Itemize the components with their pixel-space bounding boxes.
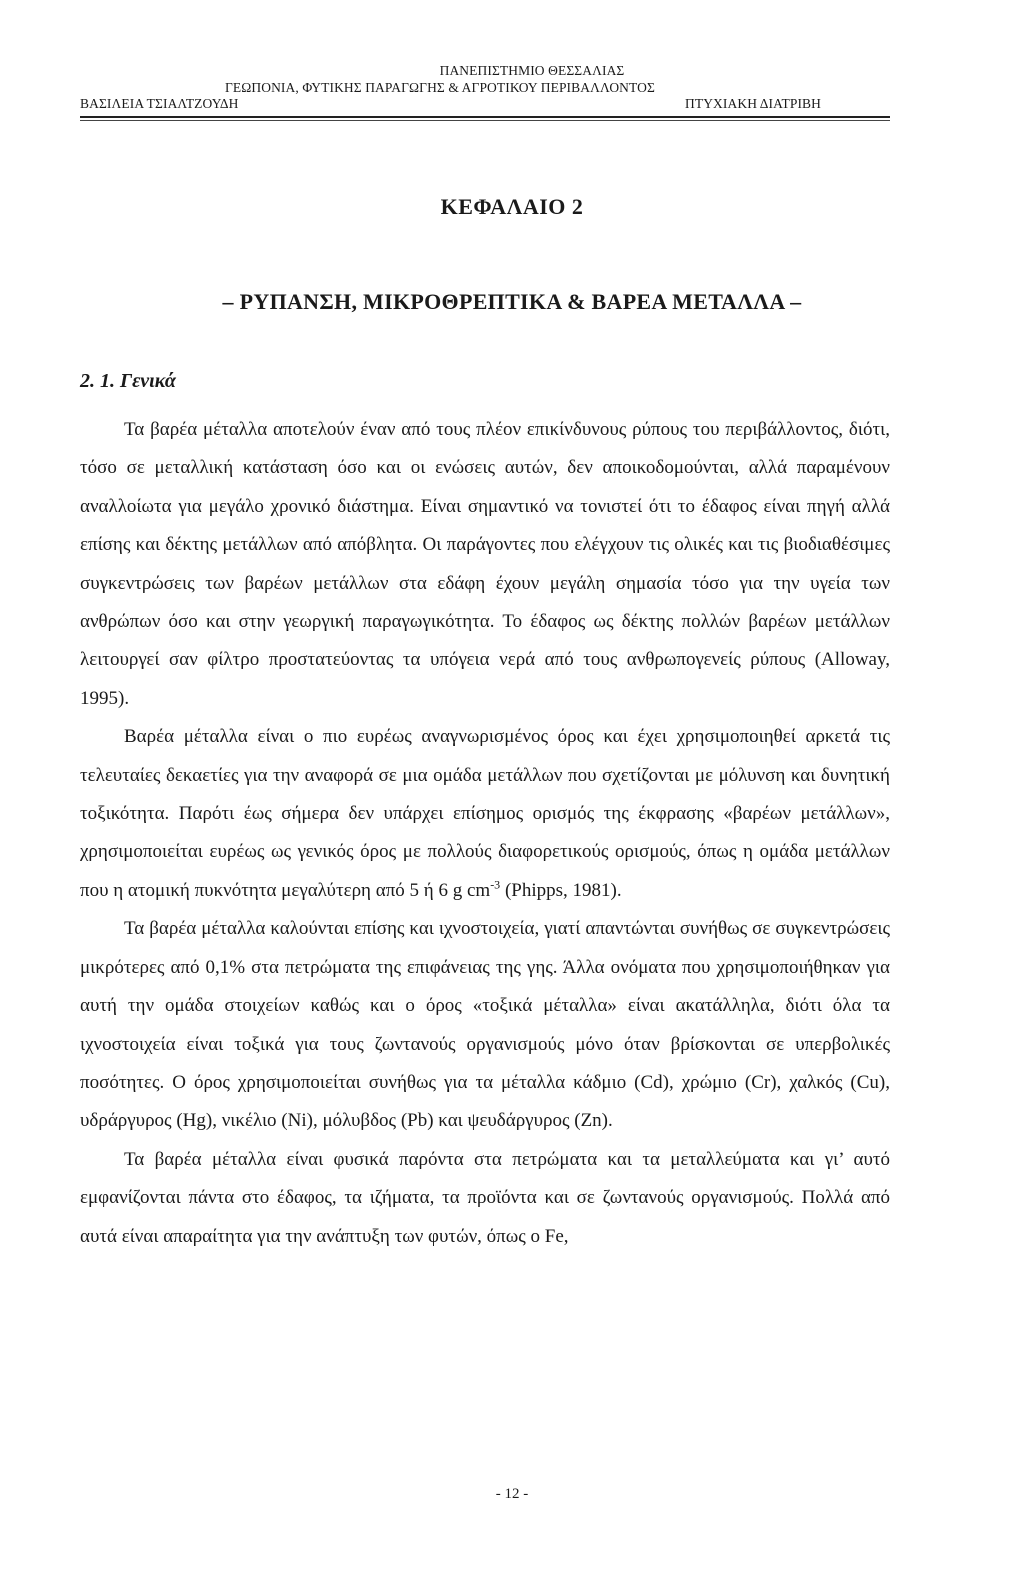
- header-rule-thin: [80, 120, 890, 121]
- paragraph-4: Τα βαρέα μέταλλα είναι φυσικά παρόντα στα πετρώματα και τα μεταλλεύματα και γι’ αυτό εμφανίζονται πάντα στο έδαφος, τα ιζήματα, τα προϊόντα και σε ζωντανούς οργανισμούς. Πολλά από αυτά είναι απαραίτητα για την ανάπτυξη των φυτών, όπως ο Fe,: [80, 1148, 890, 1247]
- header-university-text: ΠΑΝΕΠΙΣΤΗΜΙΟ ΘΕΣΣΑΛΙΑΣ: [439, 63, 625, 78]
- paragraph-2-citation: (Phipps, 1981).: [500, 879, 622, 901]
- paragraph-3: Τα βαρέα μέταλλα καλούνται επίσης και ιχνοστοιχεία, γιατί απαντώνται συνήθως σε συγκεντρώσεις μικρότερες από 0,1% στα πετρώματα της επιφάνειας της γης. Άλλα ονόματα που χρησιμοποιήθηκαν για αυτή την ομάδα στοιχείων καθώς και ο όρος «τοξικά μέταλλα» είναι ακατάλληλα, διότι όλα τα ιχνοστοιχεία είναι τοξικά για τους ζωντανούς οργανισμούς μόνο όταν βρίσκονται σε υπερβολικές ποσότητες. Ο όρος χρησιμοποιείται συνήθως για τα μέταλλα κάδμιο (Cd), χρώμιο (Cr), χαλκός (Cu), υδράργυρος (Hg), νικέλιο (Ni), μόλυβδος (Pb) και ψευδάργυρος (Zn).: [80, 918, 890, 1132]
- header-university: [0, 63, 1024, 79]
- paragraph-2-text: Βαρέα μέταλλα είναι ο πιο ευρέως αναγνωρισμένος όρος και έχει χρησιμοποιηθεί αρκετά τις τελευταίες δεκαετίες για την αναφορά σε μια ομάδα μετάλλων που σχετίζονται με μόλυνση και δυνητική τοξικότητα. Παρότι έως σήμερα δεν υπάρχει επίσημος ορισμός της έκφρασης «βαρέων μετάλλων», χρησιμοποιείται ευρέως ως γενικός όρος με πολλούς διαφορετικούς ορισμούς, όπως η ομάδα μετάλλων που η ατομική πυκνότητα μεγαλύτερη από 5 ή 6 g cm: [80, 726, 890, 901]
- header-rule: [80, 116, 890, 118]
- paragraph-1: Τα βαρέα μέταλλα αποτελούν έναν από τους πλέον επικίνδυνους ρύπους του περιβάλλοντος, διότι, τόσο σε μεταλλική κατάσταση όσο και οι ενώσεις αυτών, δεν αποικοδομούνται, αλλά παραμένουν αναλλοίωτα για μεγάλο χρονικό διάστημα. Είναι σημαντικό να τονιστεί ότι το έδαφος είναι πηγή αλλά επίσης και δέκτης μετάλλων από απόβλητα. Οι παράγοντες που ελέγχουν τις ολικές και τις βιοδιαθέσιμες συγκεντρώσεις των βαρέων μετάλλων στα εδάφη έχουν μεγάλη σημασία τόσο για την υγεία των ανθρώπων όσο και στην γεωργική παραγωγικότητα. Το έδαφος ως δέκτης πολλών βαρέων μετάλλων λειτουργεί σαν φίλτρο προστατεύοντας τα υπόγεια νερά από τους ανθρωπογενείς ρύπους (Alloway, 1995).: [80, 419, 890, 709]
- paragraph-2: [80, 718, 890, 910]
- body-text: [80, 411, 890, 1256]
- superscript: -3: [490, 877, 501, 892]
- chapter-subtitle: – ΡΥΠΑΝΣΗ, ΜΙΚΡΟΘΡΕΠΤΙΚΑ & ΒΑΡΕΑ ΜΕΤΑΛΛΑ –: [222, 289, 802, 314]
- header-department: ΓΕΩΠΟΝΙΑ, ΦΥΤΙΚΗΣ ΠΑΡΑΓΩΓΗΣ & ΑΓΡΟΤΙΚΟΥ ΠΕΡΙΒΑΛΛΟΝΤΟΣ: [225, 80, 655, 95]
- page-number: - 12 -: [495, 1486, 529, 1502]
- header-thesis-type: ΠΤΥΧΙΑΚΗ ΔΙΑΤΡΙΒΗ: [685, 96, 822, 111]
- section-heading: 2. 1. Γενικά: [80, 370, 176, 392]
- header-author: ΒΑΣΙΛΕΙΑ ΤΣΙΑΛΤΖΟΥΔΗ: [80, 96, 239, 111]
- chapter-title: ΚΕΦΑΛΑΙΟ 2: [440, 194, 584, 219]
